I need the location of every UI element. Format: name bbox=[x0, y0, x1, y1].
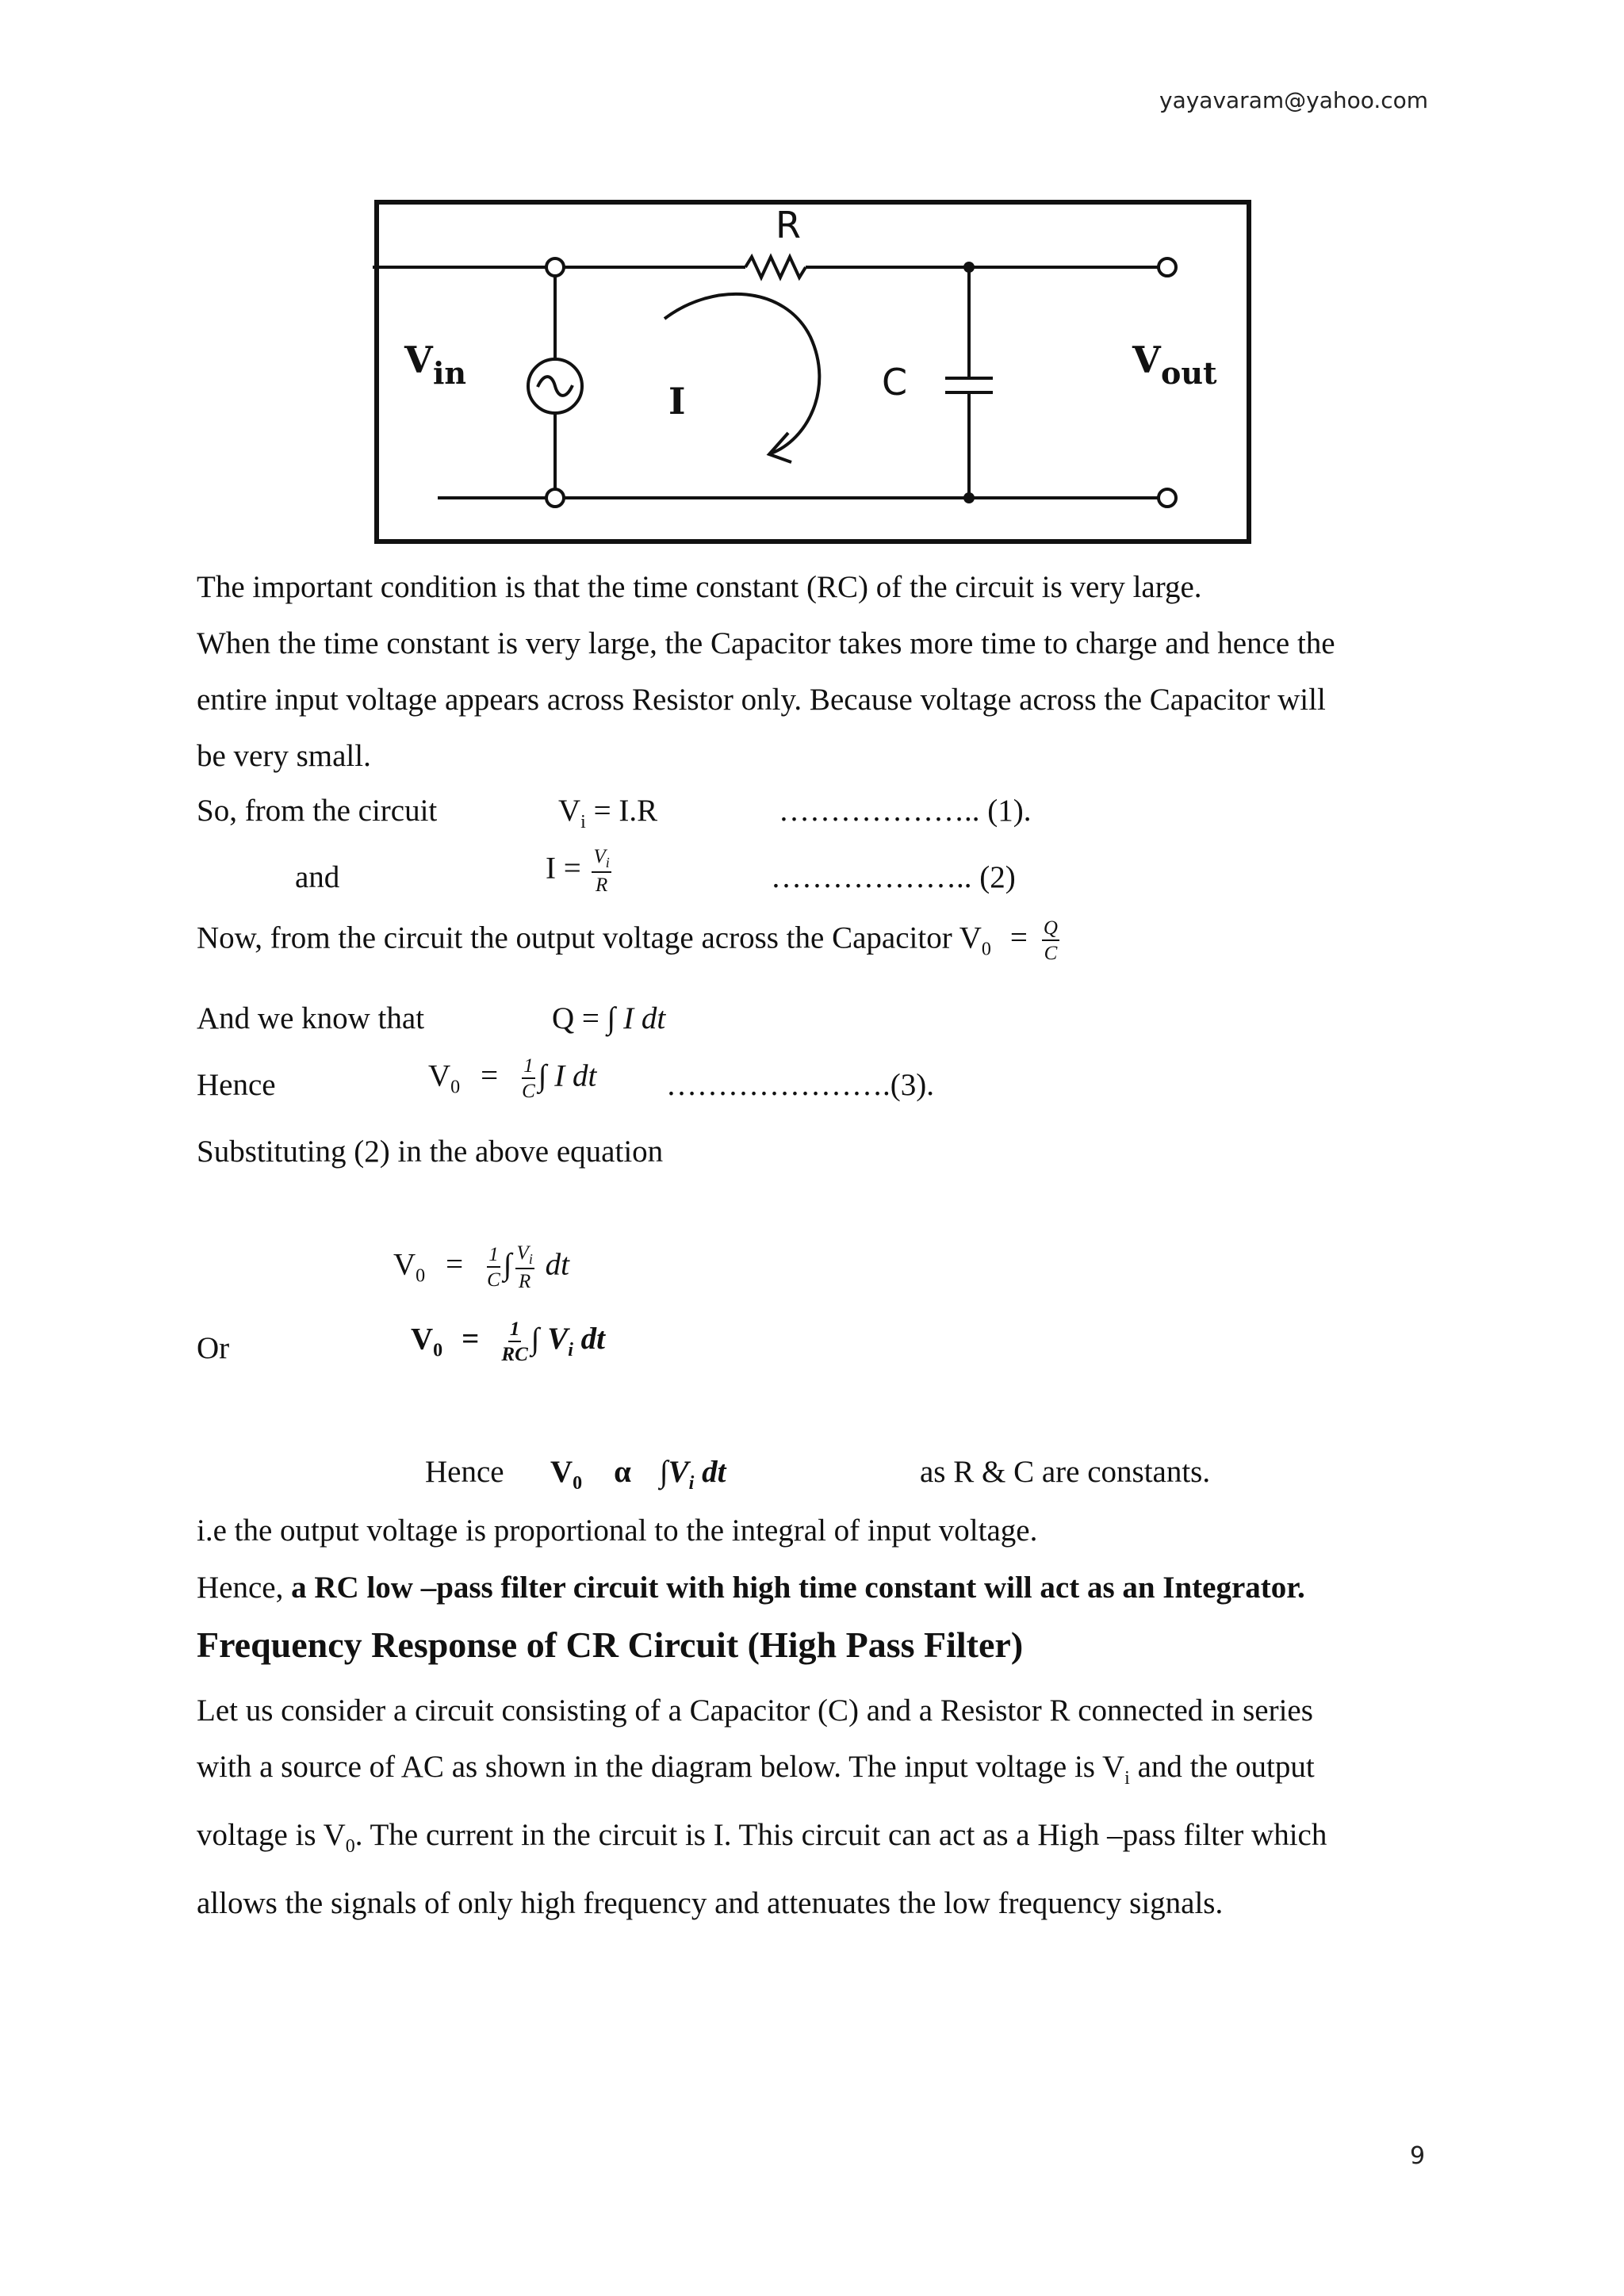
cr-line-3: voltage is $V_0$. The current in the circuit is I. This circuit can act as a High –pass filter which bbox=[197, 1817, 1327, 1857]
vout-label-sub: out bbox=[1161, 355, 1217, 391]
intro-line-2: When the time constant is very large, the Capacitor takes more time to charge and hence the bbox=[197, 626, 1335, 660]
eq2-number: ……………….. (2) bbox=[771, 860, 1016, 894]
intro-line-4: be very small. bbox=[197, 739, 371, 773]
eq1-expression: $V_i = I.R$ bbox=[558, 794, 658, 832]
output-terminal-bottom bbox=[1159, 489, 1176, 507]
eq3-lead: Hence bbox=[197, 1068, 276, 1102]
eq-vo-statement: Now, from the circuit the output voltage across the Capacitor $V_0$ = $\frac{Q}{C}$ bbox=[197, 917, 1058, 964]
input-terminal-top bbox=[546, 258, 564, 276]
vin-label-v: V bbox=[404, 339, 433, 381]
eq6-note: as R & C are constants. bbox=[920, 1455, 1211, 1489]
rc-integrator-circuit-diagram bbox=[373, 198, 1253, 547]
header-email: yayavaram@yahoo.com bbox=[1159, 87, 1429, 113]
eq3-number: ………………….(3). bbox=[666, 1068, 934, 1102]
current-loop-arrow bbox=[665, 294, 819, 453]
intro-line-1: The important condition is that the time constant (RC) of the circuit is very large. bbox=[197, 570, 1202, 604]
current-label: I bbox=[668, 380, 686, 423]
conclusion-line: Hence, a RC low –pass filter circuit with high time constant will act as an Integrator. bbox=[197, 1571, 1305, 1605]
cr-paragraph bbox=[197, 1682, 1434, 1931]
capacitor-label: C bbox=[882, 361, 908, 404]
vin-label-sub: in bbox=[433, 355, 467, 391]
ie-line: i.e the output voltage is proportional to the integral of input voltage. bbox=[197, 1513, 1038, 1548]
intro-paragraph bbox=[197, 559, 1434, 784]
eq2-expression: I = $\frac{V_i}{R}$ bbox=[546, 846, 610, 896]
intro-line-3: entire input voltage appears across Resistor only. Because voltage across the Capacitor will bbox=[197, 683, 1326, 717]
vout-label-v: V bbox=[1132, 339, 1161, 381]
eq-q-expression: Q = ∫ I dt bbox=[552, 1001, 666, 1035]
eq1-number: ……………….. (1). bbox=[779, 794, 1032, 828]
eq5-lead: Or bbox=[197, 1331, 230, 1365]
page-number: 9 bbox=[1410, 2142, 1426, 2170]
eq6-expression: $V_0$ α $\int V_i$ dt bbox=[550, 1455, 726, 1494]
output-terminal-top bbox=[1159, 258, 1176, 276]
eq3-expression: $V_0$ = $\frac{1}{C}$ ∫ I dt bbox=[428, 1055, 597, 1102]
cr-line-1: Let us consider a circuit consisting of a Capacitor (C) and a Resistor R connected in series bbox=[197, 1693, 1313, 1728]
substituting-line: Substituting (2) in the above equation bbox=[197, 1135, 664, 1169]
eq-q-lead: And we know that bbox=[197, 1001, 425, 1035]
eq2-lead: and bbox=[295, 860, 340, 894]
resistor-symbol bbox=[745, 257, 806, 277]
eq5-expression: $V_0$ = $\frac{1}{RC}$ ∫ $V_i$ dt bbox=[411, 1318, 605, 1365]
eq1-lead: So, from the circuit bbox=[197, 794, 438, 828]
input-terminal-bottom bbox=[546, 489, 564, 507]
resistor-label: R bbox=[776, 204, 801, 247]
section-heading: Frequency Response of CR Circuit (High Pass Filter) bbox=[197, 1624, 1024, 1665]
eq6-lead: Hence bbox=[425, 1455, 504, 1489]
eq4-expression: $V_0$ = $\frac{1}{C}$ ∫ $\frac{V_i}{R}$ dt bbox=[393, 1242, 569, 1292]
cr-line-4: allows the signals of only high frequency and attenuates the low frequency signals. bbox=[197, 1885, 1224, 1920]
diagram-frame bbox=[377, 202, 1249, 541]
cr-line-2: with a source of AC as shown in the diagram below. The input voltage is $V_i$ and the output bbox=[197, 1750, 1315, 1789]
